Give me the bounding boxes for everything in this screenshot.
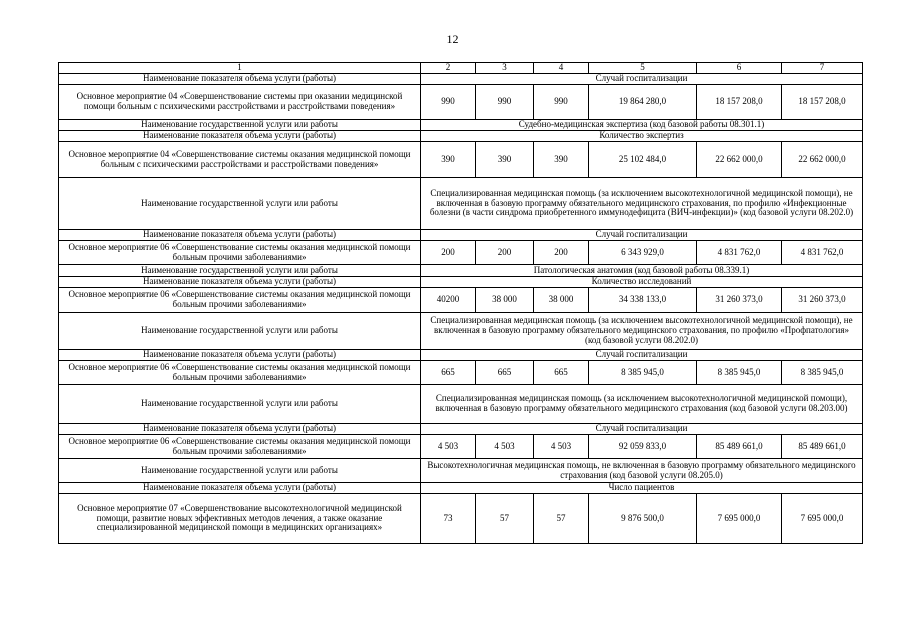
column-header: 4 xyxy=(534,63,589,74)
value-cell: 390 xyxy=(476,142,534,178)
row-label: Наименование государственной услуги или работы xyxy=(59,120,421,131)
row-value: Высокотехнологичная медицинская помощь, не включенная в базовую программу обязательного медицинского страхования (код базовой услуги 08.205.0) xyxy=(421,459,863,483)
row-value: Количество исследований xyxy=(421,277,863,288)
row-value: Судебно-медицинская экспертиза (код базовой работы 08.301.1) xyxy=(421,120,863,131)
value-cell: 85 489 661,0 xyxy=(782,435,863,459)
value-cell: 8 385 945,0 xyxy=(589,361,697,385)
measure-label: Основное мероприятие 07 «Совершенствование высокотехнологичной медицинской помощи, развитие новых эффективных методов лечения, а также оказание специализированной медицинской помощи в медицинских организациях» xyxy=(59,494,421,544)
row-value: Специализированная медицинская помощь (за исключением высокотехнологичной медицинской помощи), не включенная в базовую программу обязательного медицинского страхования, по профилю «Профпатология» (код базовой услуги 08.202.0) xyxy=(421,313,863,350)
row-label: Наименование показателя объема услуги (работы) xyxy=(59,74,421,85)
table-section-row xyxy=(59,74,863,85)
row-value: Случай госпитализации xyxy=(421,74,863,85)
value-cell: 22 662 000,0 xyxy=(782,142,863,178)
table-row xyxy=(59,85,863,120)
value-cell: 665 xyxy=(476,361,534,385)
row-label: Наименование показателя объема услуги (работы) xyxy=(59,424,421,435)
value-cell: 7 695 000,0 xyxy=(697,494,782,544)
value-cell: 4 831 762,0 xyxy=(782,241,863,265)
table-row xyxy=(59,494,863,544)
table-section-row xyxy=(59,459,863,483)
value-cell: 25 102 484,0 xyxy=(589,142,697,178)
value-cell: 7 695 000,0 xyxy=(782,494,863,544)
table-row xyxy=(59,435,863,459)
value-cell: 200 xyxy=(476,241,534,265)
value-cell: 92 059 833,0 xyxy=(589,435,697,459)
column-header: 2 xyxy=(421,63,476,74)
value-cell: 990 xyxy=(476,85,534,120)
table-section-row xyxy=(59,178,863,230)
value-cell: 9 876 500,0 xyxy=(589,494,697,544)
column-header-row xyxy=(59,63,863,74)
table-section-row xyxy=(59,120,863,131)
row-label: Наименование государственной услуги или работы xyxy=(59,385,421,424)
value-cell: 6 343 929,0 xyxy=(589,241,697,265)
table-row xyxy=(59,241,863,265)
value-cell: 18 157 208,0 xyxy=(697,85,782,120)
value-cell: 200 xyxy=(534,241,589,265)
value-cell: 4 831 762,0 xyxy=(697,241,782,265)
table-section-row xyxy=(59,483,863,494)
value-cell: 8 385 945,0 xyxy=(697,361,782,385)
table-section-row xyxy=(59,385,863,424)
budget-table xyxy=(58,62,863,544)
row-label: Наименование показателя объема услуги (работы) xyxy=(59,350,421,361)
table-section-row xyxy=(59,424,863,435)
value-cell: 40200 xyxy=(421,288,476,313)
row-label: Наименование государственной услуги или работы xyxy=(59,265,421,277)
row-value: Число пациентов xyxy=(421,483,863,494)
table-section-row xyxy=(59,277,863,288)
value-cell: 4 503 xyxy=(476,435,534,459)
value-cell: 390 xyxy=(421,142,476,178)
column-header: 1 xyxy=(59,63,421,74)
value-cell: 665 xyxy=(534,361,589,385)
table-section-row xyxy=(59,313,863,350)
value-cell: 4 503 xyxy=(534,435,589,459)
measure-label: Основное мероприятие 06 «Совершенствование системы оказания медицинской помощи больным прочими заболеваниями» xyxy=(59,361,421,385)
row-value: Случай госпитализации xyxy=(421,424,863,435)
value-cell: 73 xyxy=(421,494,476,544)
row-value: Специализированная медицинская помощь (за исключением высокотехнологичной медицинской помощи), включенная в базовую программу обязательного медицинского страхования (код базовой услуги 08.203.00) xyxy=(421,385,863,424)
measure-label: Основное мероприятие 04 «Совершенствование системы при оказании медицинской помощи больным с психическими расстройствами и расстройствами поведения» xyxy=(59,85,421,120)
value-cell: 31 260 373,0 xyxy=(782,288,863,313)
measure-label: Основное мероприятие 06 «Совершенствование системы оказания медицинской помощи больным прочими заболеваниями» xyxy=(59,288,421,313)
table-section-row xyxy=(59,230,863,241)
table-row xyxy=(59,361,863,385)
column-header: 5 xyxy=(589,63,697,74)
value-cell: 18 157 208,0 xyxy=(782,85,863,120)
value-cell: 200 xyxy=(421,241,476,265)
table-section-row xyxy=(59,350,863,361)
measure-label: Основное мероприятие 06 «Совершенствование системы оказания медицинской помощи больным прочими заболеваниями» xyxy=(59,435,421,459)
value-cell: 390 xyxy=(534,142,589,178)
table-row xyxy=(59,288,863,313)
value-cell: 57 xyxy=(534,494,589,544)
value-cell: 4 503 xyxy=(421,435,476,459)
value-cell: 38 000 xyxy=(534,288,589,313)
value-cell: 990 xyxy=(421,85,476,120)
row-label: Наименование государственной услуги или работы xyxy=(59,459,421,483)
value-cell: 31 260 373,0 xyxy=(697,288,782,313)
value-cell: 34 338 133,0 xyxy=(589,288,697,313)
row-label: Наименование показателя объема услуги (работы) xyxy=(59,230,421,241)
column-header: 7 xyxy=(782,63,863,74)
table-row xyxy=(59,142,863,178)
row-label: Наименование показателя объема услуги (работы) xyxy=(59,277,421,288)
row-value: Специализированная медицинская помощь (за исключением высокотехнологичной медицинской помощи), не включенная в базовую программу обязательного медицинского страхования, по профилю «Инфекционные болезни (в части синдрома приобретенного иммунодефицита (ВИЧ-инфекции)» (код базовой услуги 08.202.0) xyxy=(421,178,863,230)
table-section-row xyxy=(59,131,863,142)
value-cell: 57 xyxy=(476,494,534,544)
value-cell: 990 xyxy=(534,85,589,120)
table-section-row xyxy=(59,265,863,277)
row-label: Наименование показателя объема услуги (работы) xyxy=(59,483,421,494)
measure-label: Основное мероприятие 06 «Совершенствование системы оказания медицинской помощи больным прочими заболеваниями» xyxy=(59,241,421,265)
value-cell: 8 385 945,0 xyxy=(782,361,863,385)
row-label: Наименование государственной услуги или работы xyxy=(59,178,421,230)
row-label: Наименование государственной услуги или работы xyxy=(59,313,421,350)
row-label: Наименование показателя объема услуги (работы) xyxy=(59,131,421,142)
column-header: 6 xyxy=(697,63,782,74)
value-cell: 19 864 280,0 xyxy=(589,85,697,120)
row-value: Патологическая анатомия (код базовой работы 08.339.1) xyxy=(421,265,863,277)
column-header: 3 xyxy=(476,63,534,74)
measure-label: Основное мероприятие 04 «Совершенствование системы оказания медицинской помощи больным с психическими расстройствами и расстройствами поведения» xyxy=(59,142,421,178)
value-cell: 22 662 000,0 xyxy=(697,142,782,178)
value-cell: 38 000 xyxy=(476,288,534,313)
value-cell: 665 xyxy=(421,361,476,385)
row-value: Случай госпитализации xyxy=(421,350,863,361)
value-cell: 85 489 661,0 xyxy=(697,435,782,459)
row-value: Количество экспертиз xyxy=(421,131,863,142)
row-value: Случай госпитализации xyxy=(421,230,863,241)
page-number: 12 xyxy=(446,32,459,46)
